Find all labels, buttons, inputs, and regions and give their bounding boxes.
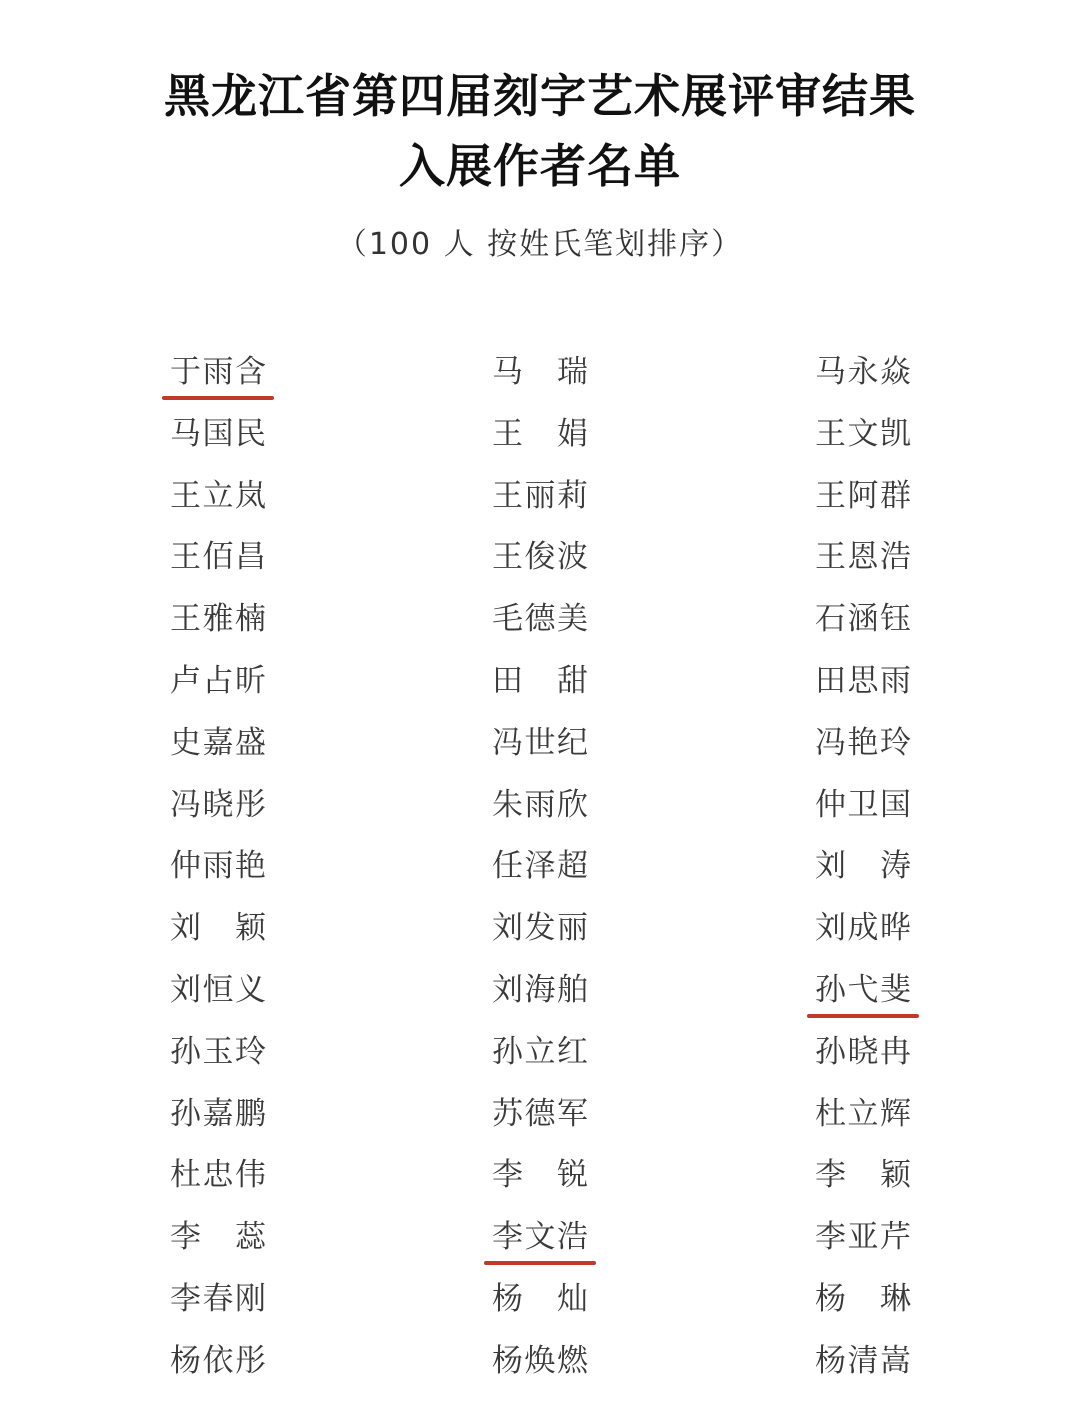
- name-entry: 王俊波: [492, 539, 588, 576]
- name-entry: 马永焱: [815, 354, 911, 390]
- name-entry: 马国民: [170, 415, 266, 452]
- name-entry: 刘恒义: [170, 971, 266, 1008]
- name-entry: 李春刚: [170, 1280, 266, 1317]
- name-entry: 王雅楠: [170, 601, 266, 638]
- name-entry: 卢占昕: [170, 662, 266, 699]
- name-entry: 田思雨: [815, 662, 911, 699]
- name-entry: 孙嘉鹏: [170, 1095, 266, 1132]
- name-entry: 李文浩: [470, 1207, 610, 1269]
- page-subtitle-heading: 入展作者名单: [399, 139, 681, 193]
- name-entry: 史嘉盛: [170, 724, 266, 761]
- name-entry: 田甜: [492, 662, 588, 699]
- name-entry: 王立岚: [170, 477, 266, 514]
- name-entry: 杜忠伟: [170, 1157, 266, 1194]
- name-entry: 杨焕燃: [492, 1342, 588, 1379]
- name-entry: 李蕊: [170, 1219, 266, 1256]
- name-entry: 马瑞: [492, 354, 588, 390]
- name-entry: 毛德美: [492, 601, 588, 638]
- name-entry: 孙玉玲: [170, 1033, 266, 1070]
- name-entry: 王文凯: [815, 415, 911, 452]
- name-entry: 王恩浩: [815, 539, 911, 576]
- name-entry: 冯晓彤: [170, 786, 266, 823]
- name-entry: 杨灿: [492, 1280, 588, 1317]
- name-entry: 刘涛: [815, 848, 911, 885]
- name-entry: 王佰昌: [170, 539, 266, 576]
- name-entry: 王娟: [492, 415, 588, 452]
- name-column-3: [793, 342, 933, 1393]
- name-entry: 冯艳玲: [815, 724, 911, 761]
- name-entry: 仲雨艳: [170, 848, 266, 885]
- name-entry: 孙立红: [492, 1033, 588, 1070]
- name-entry: 苏德军: [492, 1095, 588, 1132]
- name-entry: 冯世纪: [492, 724, 588, 761]
- name-entry: 孙晓冉: [815, 1033, 911, 1070]
- name-entry: 仲卫国: [815, 786, 911, 823]
- page-title: 黑龙江省第四届刻字艺术展评审结果: [164, 69, 916, 123]
- name-entry: 刘颖: [170, 910, 266, 947]
- name-entry: 李颖: [815, 1157, 911, 1194]
- name-entry: 任泽超: [492, 848, 588, 885]
- name-entry: 杨琳: [815, 1280, 911, 1317]
- name-entry: 朱雨欣: [492, 786, 588, 823]
- name-entry: 李锐: [492, 1157, 588, 1194]
- name-entry: 刘海舶: [492, 971, 588, 1008]
- name-entry: 王丽莉: [492, 477, 588, 514]
- name-entry: 刘成晔: [815, 910, 911, 947]
- name-column-1: [148, 342, 288, 1393]
- name-entry: 杨清嵩: [815, 1342, 911, 1379]
- name-entry: 于雨含: [148, 342, 288, 404]
- name-entry: 王阿群: [815, 477, 911, 514]
- name-entry: 孙弋斐: [793, 960, 933, 1022]
- name-entry: 石涵钰: [815, 601, 911, 638]
- name-column-2: [470, 342, 610, 1393]
- list-note: （100 人 按姓氏笔划排序）: [336, 227, 744, 262]
- name-entry: 杨依彤: [170, 1342, 266, 1379]
- name-entry: 刘发丽: [492, 910, 588, 947]
- name-entry: 李亚芹: [815, 1219, 911, 1256]
- name-entry: 杜立辉: [815, 1095, 911, 1132]
